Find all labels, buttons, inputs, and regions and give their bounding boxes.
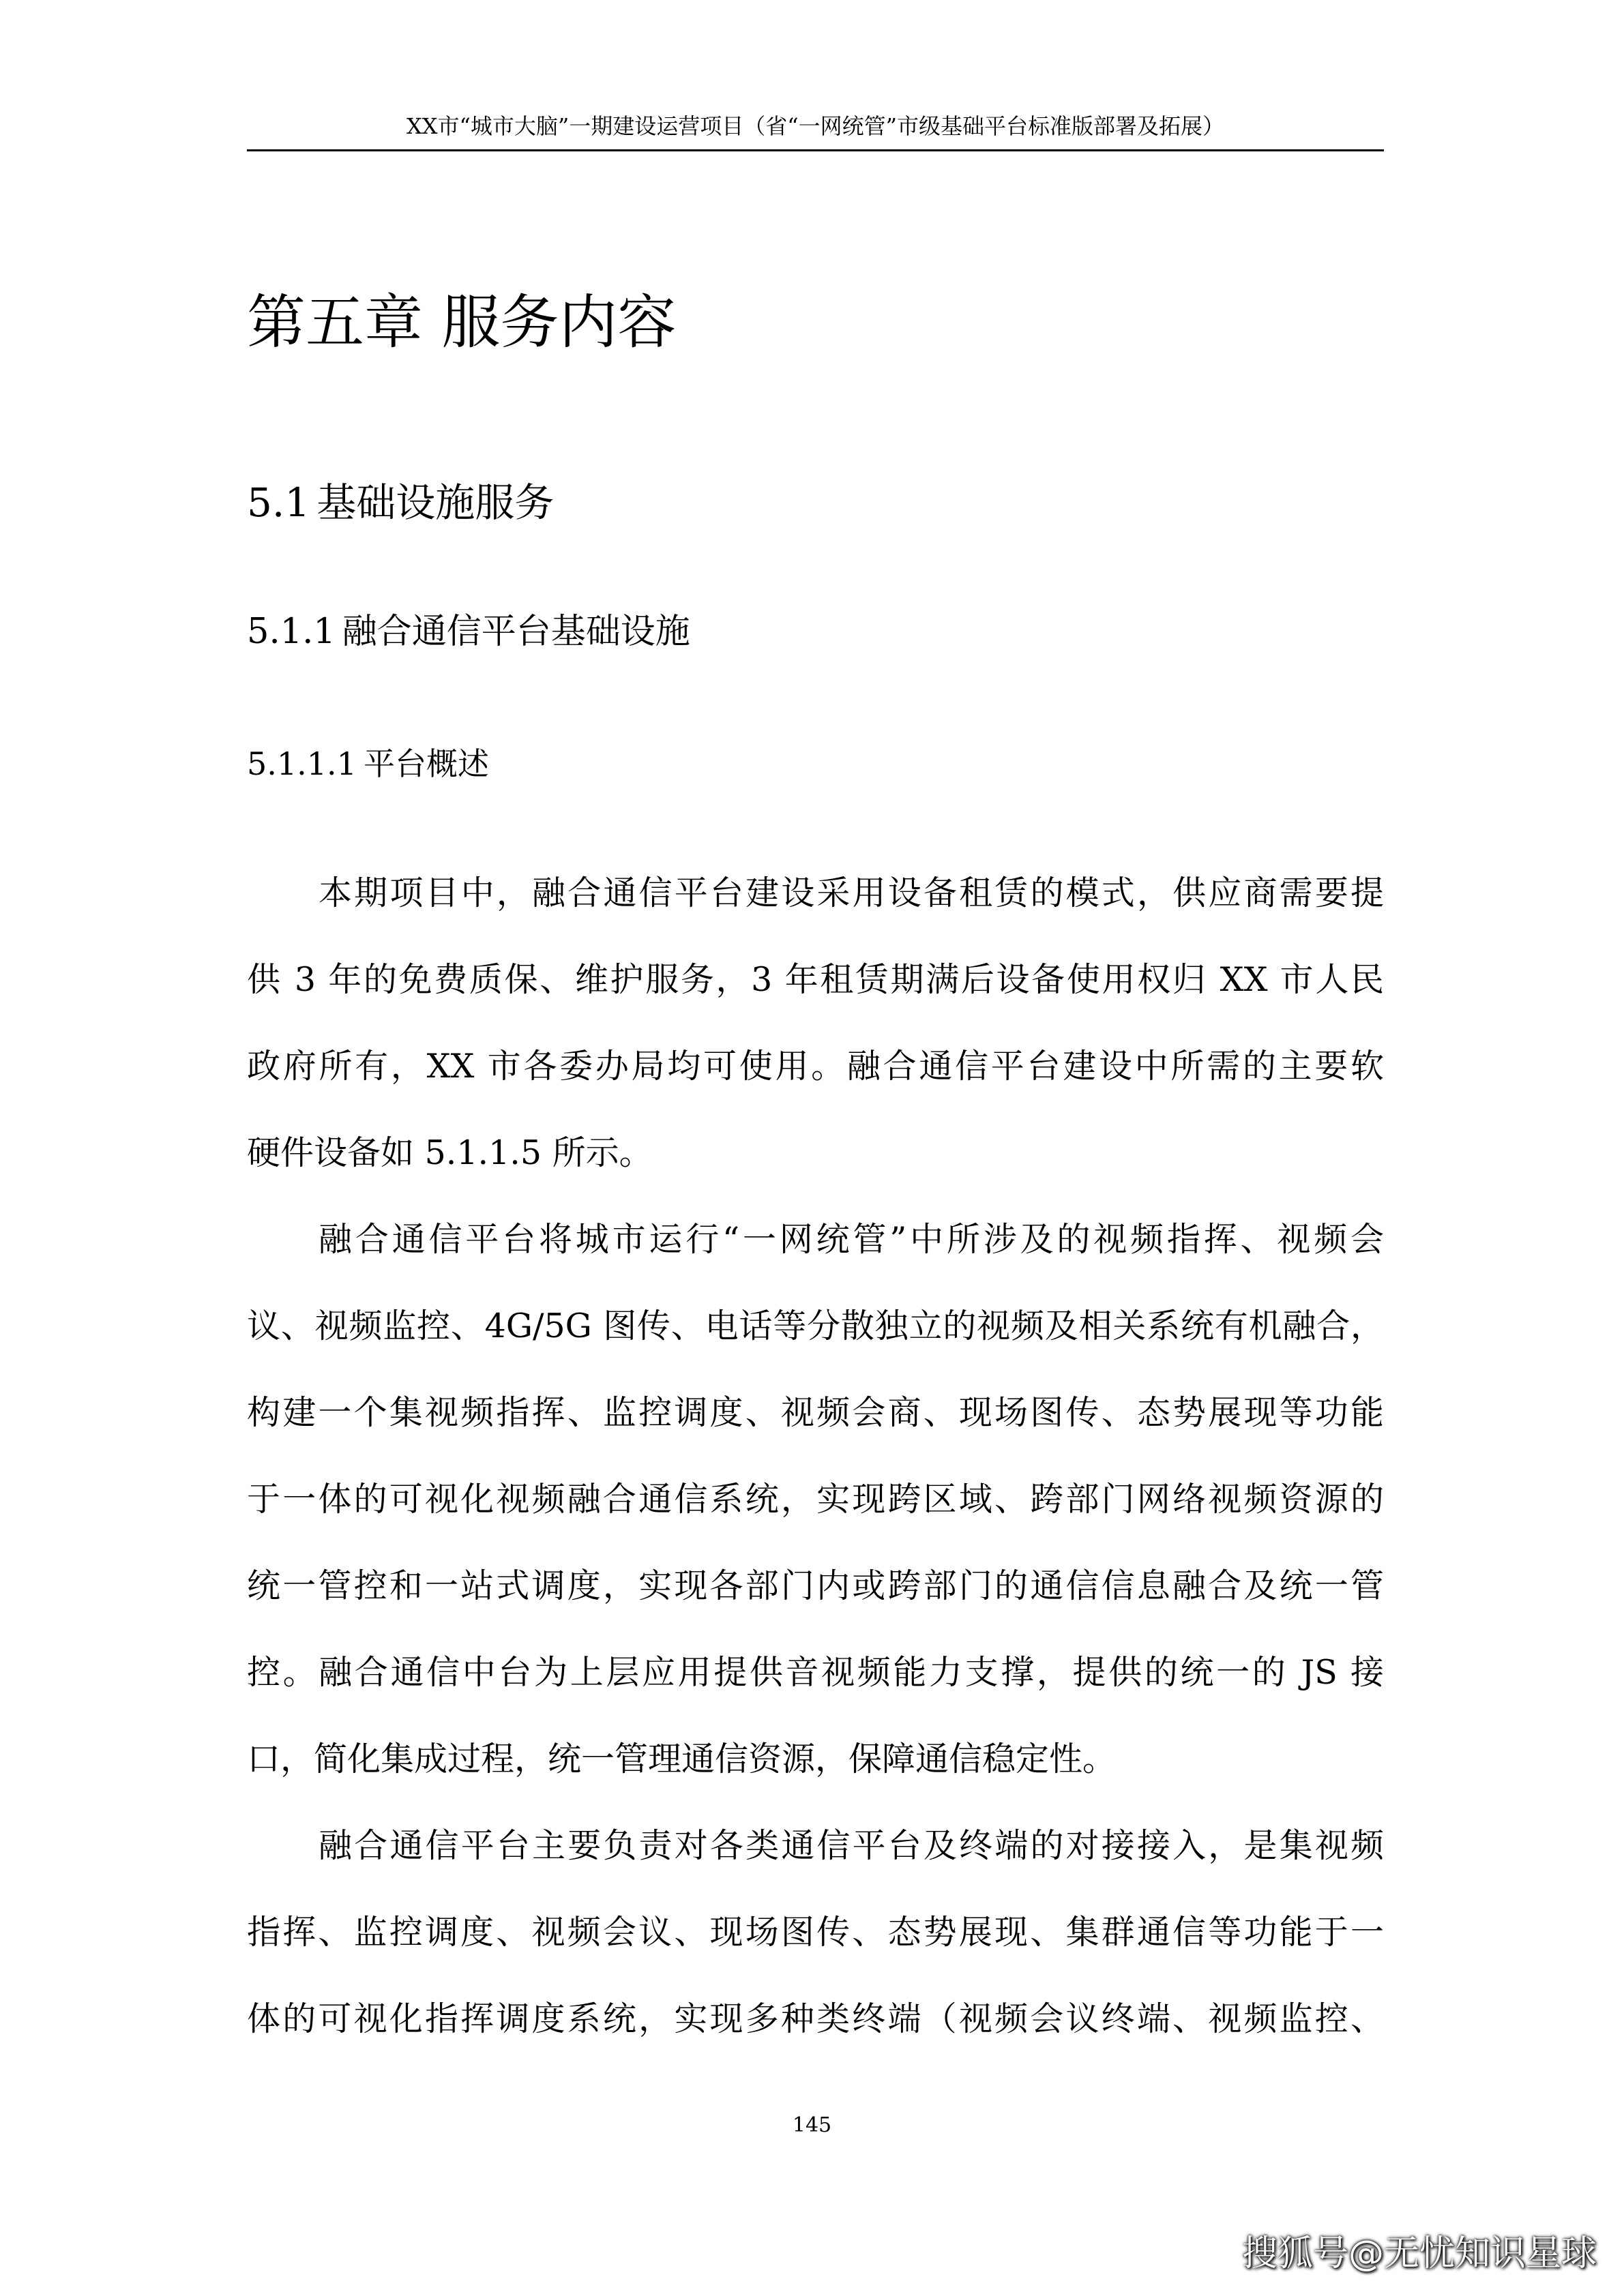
body-line: 构建一个集视频指挥、监控调度、视频会商、现场图传、态势展现等功能 (247, 1393, 1384, 1432)
body-line: 体的可视化指挥调度系统，实现多种类终端（视频会议终端、视频监控、 (247, 1999, 1384, 2038)
body-line: 口，简化集成过程，统一管理通信资源，保障通信稳定性。 (247, 1740, 1117, 1778)
body-line: 硬件设备如 5.1.1.5 所示。 (247, 1133, 653, 1172)
body-line: 于一体的可视化视频融合通信系统，实现跨区域、跨部门网络视频资源的 (247, 1480, 1384, 1519)
section-number: 5.1 (247, 479, 310, 526)
subsubsection-heading (247, 742, 489, 786)
body-line: 本期项目中，融合通信平台建设采用设备租赁的模式，供应商需要提 (319, 874, 1384, 912)
body-line: 融合通信平台主要负责对各类通信平台及终端的对接接入，是集视频 (319, 1826, 1384, 1865)
subsection-title: 融合通信平台基础设施 (342, 612, 690, 652)
body-line: 政府所有，XX 市各委办局均可使用。融合通信平台建设中所需的主要软 (247, 1047, 1384, 1086)
running-header-title: XX市“城市大脑”一期建设运营项目（省“一网统管”市级基础平台标准版部署及拓展） (406, 113, 1224, 139)
chapter-title: 第五章 服务内容 (247, 288, 677, 357)
body-line: 统一管控和一站式调度，实现各部门内或跨部门的通信信息融合及统一管 (247, 1566, 1384, 1605)
section-title: 基础设施服务 (316, 479, 555, 526)
page-number: 145 (792, 2113, 832, 2137)
body-line: 控。融合通信中台为上层应用提供音视频能力支撑，提供的统一的 JS 接 (247, 1653, 1384, 1692)
subsubsection-title: 平台概述 (363, 745, 489, 782)
body-line: 供 3 年的免费质保、维护服务，3 年租赁期满后设备使用权归 XX 市人民 (247, 960, 1384, 999)
watermark: 搜狐号@无忧知识星球 (1241, 2233, 1597, 2274)
subsection-number: 5.1.1 (247, 612, 336, 652)
body-line: 议、视频监控、4G/5G 图传、电话等分散独立的视频及相关系统有机融合， (247, 1307, 1384, 1345)
running-header (247, 111, 1384, 151)
subsection-heading (247, 608, 690, 656)
body-line: 融合通信平台将城市运行“一网统管”中所涉及的视频指挥、视频会 (319, 1220, 1384, 1259)
body-line: 指挥、监控调度、视频会议、现场图传、态势展现、集群通信等功能于一 (247, 1913, 1384, 1952)
section-heading (247, 475, 554, 530)
subsubsection-number: 5.1.1.1 (247, 745, 357, 782)
